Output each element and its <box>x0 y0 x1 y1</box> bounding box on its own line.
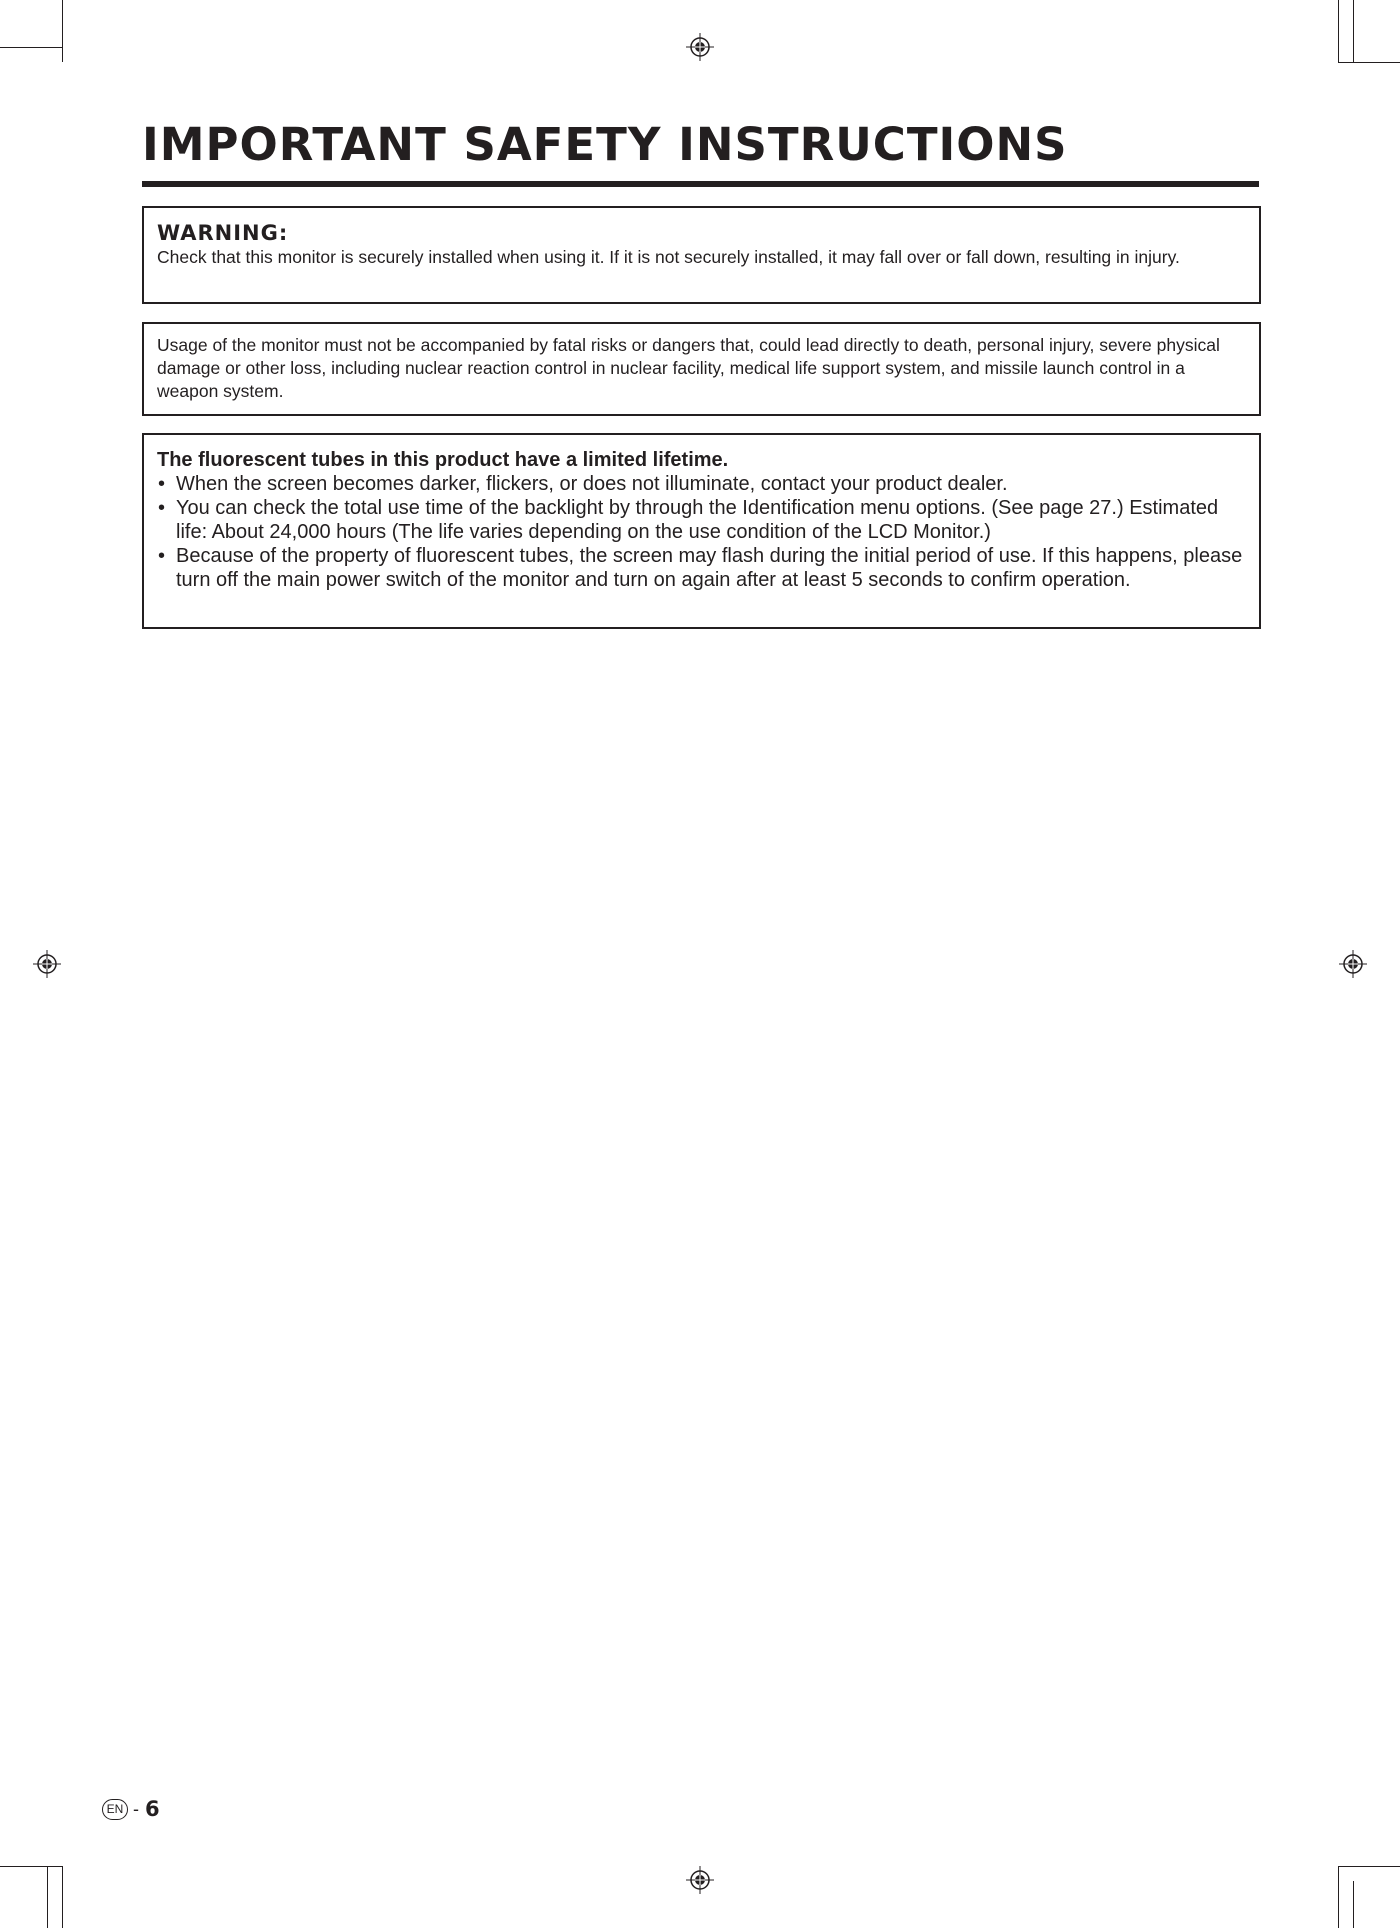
registration-mark-icon <box>686 33 714 61</box>
registration-mark-icon <box>686 1866 714 1894</box>
crop-mark <box>0 47 62 48</box>
language-badge: EN <box>102 1799 128 1820</box>
title-rule <box>142 181 1259 187</box>
registration-mark-icon <box>33 950 61 978</box>
crop-mark <box>47 1866 48 1928</box>
warning-text: Check that this monitor is securely installed when using it. If it is not securely installed, it may fall over or fall down, resulting in injury. <box>157 247 1180 267</box>
list-item-text: Because of the property of fluorescent tubes, the screen may flash during the initial period of use. If this happens, please turn off the main power switch of the monitor and turn on again after at least 5 seconds to confirm operation. <box>176 545 1243 591</box>
page-number-separator: - <box>133 1798 139 1819</box>
crop-mark <box>1338 0 1339 62</box>
bullet-icon: • <box>158 545 166 567</box>
crop-mark <box>1338 1866 1339 1928</box>
crop-mark <box>1338 62 1400 63</box>
crop-mark <box>1353 0 1354 62</box>
page-number-value: 6 <box>145 1797 160 1821</box>
warning-heading: WARNING: <box>157 221 289 245</box>
bullet-icon: • <box>158 497 166 519</box>
page-number <box>102 1797 160 1821</box>
usage-text: Usage of the monitor must not be accompanied by fatal risks or dangers that, could lead directly to death, personal injury, severe physical damage or other loss, including nuclear reaction control in nuclear facility, medical life support system, and missile launch control in a weapon system. <box>157 335 1220 401</box>
tubes-box <box>142 433 1261 629</box>
warning-box <box>142 206 1261 304</box>
crop-mark <box>1338 1866 1400 1867</box>
list-item <box>157 472 1246 496</box>
crop-mark <box>62 1866 63 1928</box>
list-item <box>157 496 1246 544</box>
list-item-text: When the screen becomes darker, flickers, or does not illuminate, contact your product dealer. <box>176 473 1008 495</box>
list-item <box>157 544 1246 592</box>
tubes-bullet-list <box>157 472 1246 592</box>
usage-box <box>142 322 1261 416</box>
crop-mark <box>1353 1881 1354 1928</box>
bullet-icon: • <box>158 473 166 495</box>
crop-mark <box>0 1866 62 1867</box>
crop-mark <box>62 0 63 62</box>
page-title: IMPORTANT SAFETY INSTRUCTIONS <box>142 118 1068 171</box>
tubes-heading: The fluorescent tubes in this product have a limited lifetime. <box>157 449 729 471</box>
list-item-text: You can check the total use time of the backlight by through the Identification menu options. (See page 27.) Estimated life: About 24,000 hours (The life varies depending on the use condition of the LCD Monitor.) <box>176 497 1219 543</box>
registration-mark-icon <box>1339 950 1367 978</box>
